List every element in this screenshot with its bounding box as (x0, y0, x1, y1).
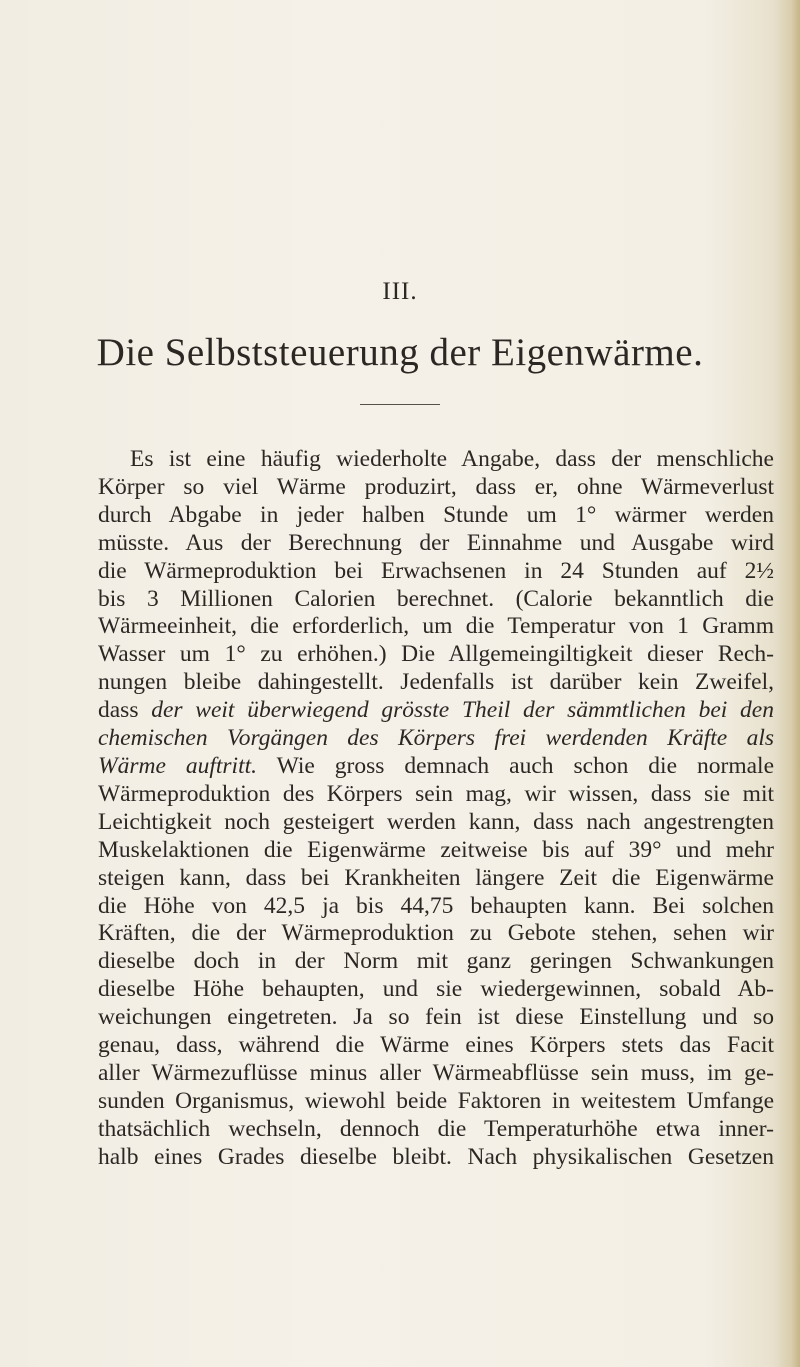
text-segment: aller Wärmezuflüsse minus aller Wärmeabflüsse sein muss, im ge- (98, 1059, 774, 1086)
text-line (98, 837, 774, 865)
text-segment: Wie gross demnach auch schon die normale (257, 752, 774, 779)
text-line (98, 725, 774, 753)
text-line (98, 586, 774, 614)
text-line (98, 530, 774, 558)
chapter-title: Die Selbststeuerung der Eigenwärme. (96, 331, 704, 374)
italic-text: Wärme auftritt. (98, 752, 258, 779)
text-line (98, 753, 774, 781)
text-segment: dass (98, 697, 152, 724)
text-segment: Kräften, die der Wärmeproduktion zu Gebote stehen, sehen wir (98, 920, 774, 947)
text-segment: Wasser um 1° zu erhöhen.) Die Allgemeingiltigkeit dieser Rech- (98, 641, 774, 668)
text-segment: Es ist eine häufig wiederholte Angabe, dass der menschliche (130, 446, 774, 472)
text-line (98, 809, 774, 837)
text-line (98, 558, 774, 586)
text-line (98, 1004, 774, 1032)
text-line (98, 976, 774, 1004)
text-segment: Körper so viel Wärme produzirt, dass er, ohne Wärmeverlust (98, 473, 774, 500)
page-edge-shadow (778, 0, 800, 1367)
chapter-number: III. (382, 278, 418, 305)
text-segment: weichungen eingetreten. Ja so fein ist diese Einstellung und so (98, 1004, 774, 1031)
italic-text: chemischen Vorgängen des Körpers frei werdenden Kräfte als (98, 725, 774, 752)
text-line (98, 613, 774, 641)
text-line (98, 1144, 774, 1172)
text-line (98, 697, 774, 725)
body-paragraph (98, 446, 774, 1172)
text-segment: Wärmeproduktion des Körpers sein mag, wir wissen, dass sie mit (98, 780, 774, 807)
text-line (98, 920, 774, 948)
italic-text: der weit überwiegend grösste Theil der sämmtlichen bei den (151, 697, 774, 724)
text-segment: die Wärmeproduktion bei Erwachsenen in 24 Stunden auf 2½ (98, 557, 774, 584)
text-segment: nungen bleibe dahingestellt. Jedenfalls ist darüber kein Zweifel, (98, 669, 774, 696)
text-segment: steigen kann, dass bei Krankheiten längere Zeit die Eigenwärme (98, 864, 774, 891)
text-segment: halb eines Grades dieselbe bleibt. Nach physikalischen Gesetzen (98, 1143, 774, 1170)
text-segment: müsste. Aus der Berechnung der Einnahme und Ausgabe wird (98, 529, 774, 556)
text-segment: sunden Organismus, wiewohl beide Faktoren in weitestem Umfange (98, 1087, 774, 1114)
text-segment: Leichtigkeit noch gesteigert werden kann, dass nach angestrengten (98, 808, 774, 835)
text-segment: Wärmeeinheit, die erforderlich, um die Temperatur von 1 Gramm (98, 613, 774, 640)
text-line (98, 781, 774, 809)
text-segment: genau, dass, während die Wärme eines Körpers stets das Facit (98, 1032, 774, 1059)
text-line (98, 474, 774, 502)
text-line (98, 1032, 774, 1060)
text-line (98, 865, 774, 893)
text-segment: bis 3 Millionen Calorien berechnet. (Calorie bekanntlich die (98, 585, 774, 612)
text-line (98, 669, 774, 697)
text-line (98, 893, 774, 921)
text-line (98, 1088, 774, 1116)
text-segment: dieselbe Höhe behaupten, und sie wiedergewinnen, sobald Ab- (98, 976, 774, 1003)
text-segment: Muskelaktionen die Eigenwärme zeitweise bis auf 39° und mehr (98, 836, 774, 863)
text-segment: dieselbe doch in der Norm mit ganz geringen Schwankungen (98, 948, 774, 975)
text-line (98, 446, 774, 474)
text-segment: durch Abgabe in jeder halben Stunde um 1° wärmer werden (98, 501, 774, 528)
text-segment: thatsächlich wechseln, dennoch die Temperaturhöhe etwa inner- (98, 1115, 774, 1142)
title-divider (360, 404, 440, 405)
text-line (98, 502, 774, 530)
text-line (98, 1116, 774, 1144)
text-line (98, 641, 774, 669)
text-line (98, 948, 774, 976)
text-segment: die Höhe von 42,5 ja bis 44,75 behaupten kann. Bei solchen (98, 892, 774, 919)
text-line (98, 1060, 774, 1088)
